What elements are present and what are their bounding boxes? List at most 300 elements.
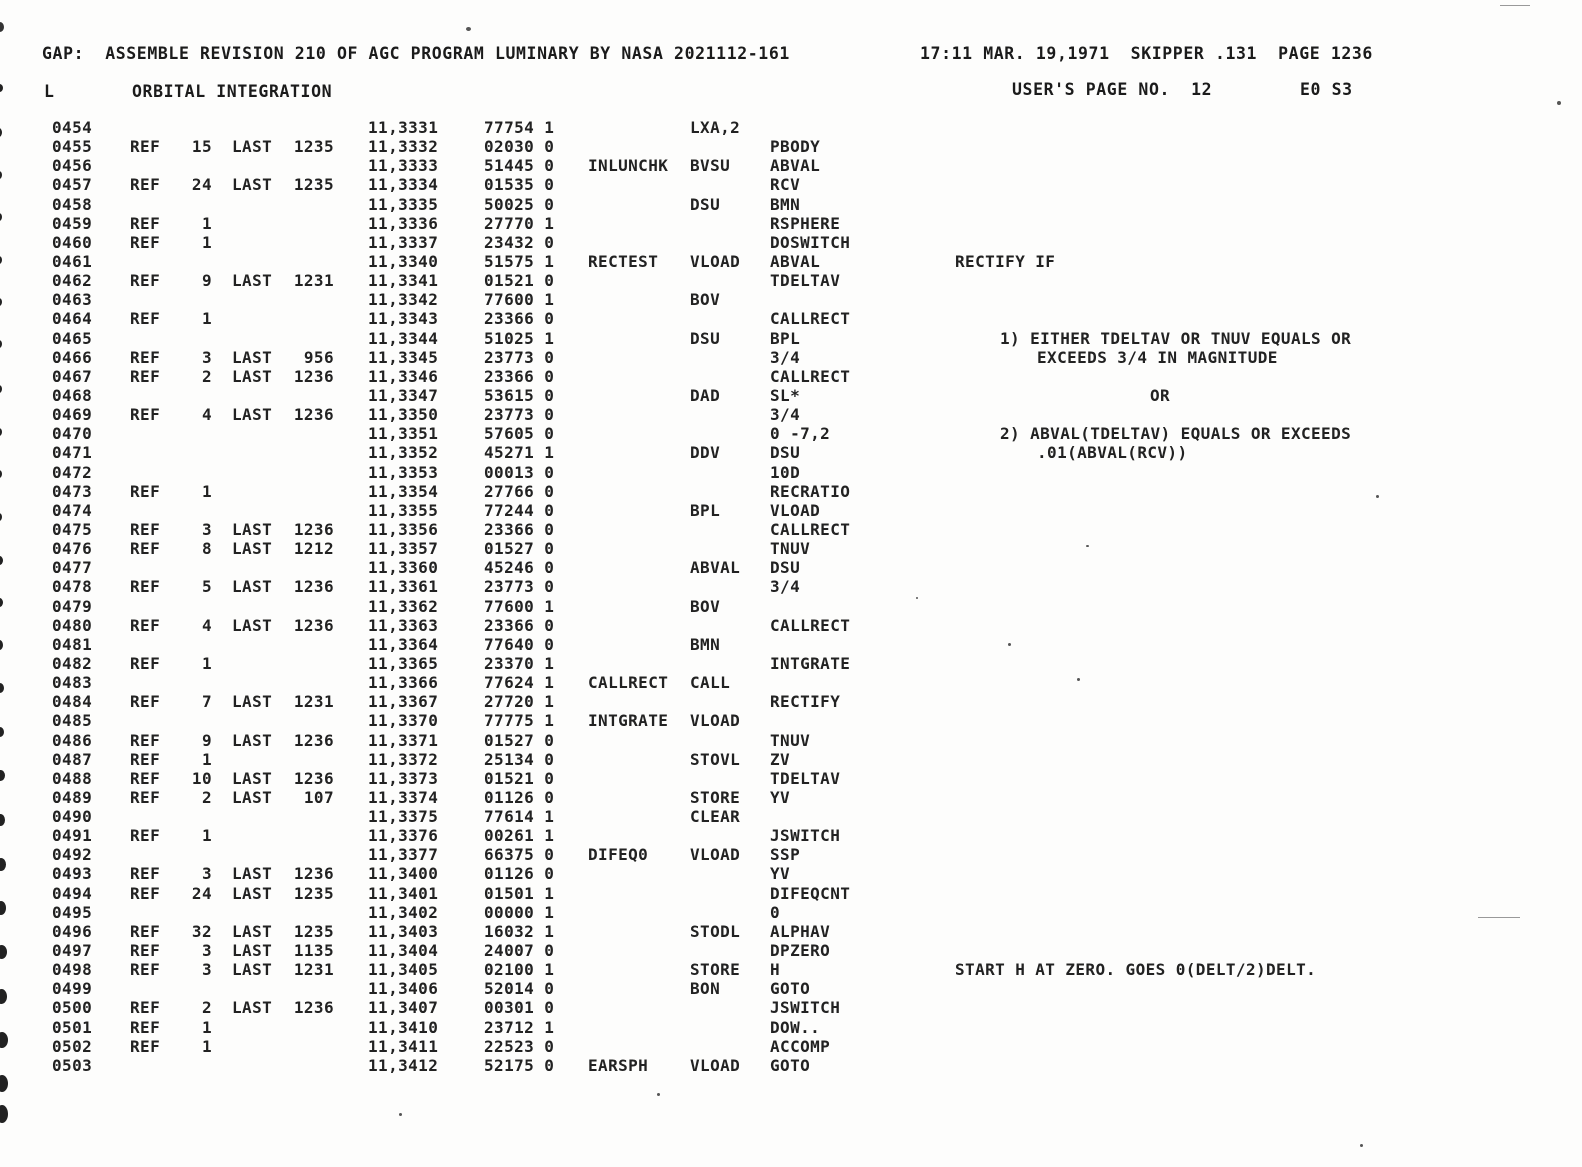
octal-code: 01126 0 bbox=[484, 864, 555, 884]
last-keyword: LAST bbox=[232, 768, 273, 788]
operand: 0 -7,2 bbox=[770, 424, 831, 444]
memory-address: 11,3402 bbox=[368, 902, 439, 922]
octal-code: 01521 0 bbox=[484, 271, 555, 291]
listing-row bbox=[0, 731, 1582, 750]
line-comment: EXCEEDS 3/4 IN MAGNITUDE bbox=[1037, 347, 1278, 367]
octal-code: 01527 0 bbox=[484, 730, 555, 750]
last-page: 1236 bbox=[293, 577, 334, 597]
memory-address: 11,3356 bbox=[368, 519, 439, 539]
ref-count: 1 bbox=[201, 481, 212, 501]
opcode: STORE bbox=[690, 787, 741, 807]
listing-row bbox=[0, 711, 1582, 730]
operand: RSPHERE bbox=[770, 213, 841, 233]
line-number: 0483 bbox=[52, 673, 93, 693]
octal-code: 23366 0 bbox=[484, 366, 555, 386]
listing-row bbox=[0, 807, 1582, 826]
octal-code: 23370 1 bbox=[484, 653, 555, 673]
opcode: BOV bbox=[690, 596, 721, 616]
octal-code: 00301 0 bbox=[484, 998, 555, 1018]
operand: 0 bbox=[770, 902, 781, 922]
operand: 3/4 bbox=[770, 405, 801, 425]
listing-row bbox=[0, 271, 1582, 290]
listing-row bbox=[0, 137, 1582, 156]
memory-address: 11,3412 bbox=[368, 1055, 439, 1075]
opcode: CLEAR bbox=[690, 807, 741, 827]
operand: ABVAL bbox=[770, 156, 821, 176]
listing-row bbox=[0, 692, 1582, 711]
operand: DOSWITCH bbox=[770, 232, 851, 252]
operand: VLOAD bbox=[770, 500, 821, 520]
ref-keyword: REF bbox=[130, 692, 161, 712]
line-number: 0461 bbox=[52, 251, 93, 271]
operand: CALLRECT bbox=[770, 519, 851, 539]
listing-row bbox=[0, 864, 1582, 883]
symbol-label: RECTEST bbox=[588, 251, 659, 271]
last-keyword: LAST bbox=[232, 730, 273, 750]
last-page: 1235 bbox=[293, 883, 334, 903]
octal-code: 25134 0 bbox=[484, 749, 555, 769]
line-number: 0462 bbox=[52, 271, 93, 291]
line-number: 0464 bbox=[52, 309, 93, 329]
last-page: 1236 bbox=[293, 366, 334, 386]
last-page: 1236 bbox=[293, 768, 334, 788]
ref-count: 1 bbox=[201, 826, 212, 846]
octal-code: 23773 0 bbox=[484, 577, 555, 597]
line-number: 0454 bbox=[52, 118, 93, 137]
memory-address: 11,3405 bbox=[368, 960, 439, 980]
ref-keyword: REF bbox=[130, 941, 161, 961]
listing-row bbox=[0, 903, 1582, 922]
ref-count: 9 bbox=[201, 271, 212, 291]
listing-row bbox=[0, 501, 1582, 520]
ref-count: 9 bbox=[201, 730, 212, 750]
last-page: 107 bbox=[303, 787, 334, 807]
last-page: 1236 bbox=[293, 519, 334, 539]
last-page: 1231 bbox=[293, 960, 334, 980]
last-page: 1212 bbox=[293, 539, 334, 559]
listing-row bbox=[0, 463, 1582, 482]
line-number: 0466 bbox=[52, 347, 93, 367]
line-comment: OR bbox=[1150, 385, 1171, 405]
last-page: 1235 bbox=[293, 921, 334, 941]
last-page: 1236 bbox=[293, 730, 334, 750]
listing-row bbox=[0, 118, 1582, 137]
listing-row bbox=[0, 520, 1582, 539]
operand: DSU bbox=[770, 558, 801, 578]
listing-row bbox=[0, 769, 1582, 788]
memory-address: 11,3377 bbox=[368, 845, 439, 865]
operand: SSP bbox=[770, 845, 801, 865]
memory-address: 11,3364 bbox=[368, 634, 439, 654]
memory-address: 11,3404 bbox=[368, 941, 439, 961]
opcode: DSU bbox=[690, 194, 721, 214]
last-keyword: LAST bbox=[232, 692, 273, 712]
memory-address: 11,3367 bbox=[368, 692, 439, 712]
octal-code: 24007 0 bbox=[484, 941, 555, 961]
opcode: DAD bbox=[690, 385, 721, 405]
ref-count: 3 bbox=[201, 347, 212, 367]
octal-code: 23366 0 bbox=[484, 309, 555, 329]
octal-code: 27720 1 bbox=[484, 692, 555, 712]
octal-code: 02100 1 bbox=[484, 960, 555, 980]
opcode: BON bbox=[690, 979, 721, 999]
listing-row bbox=[0, 214, 1582, 233]
operand: TNUV bbox=[770, 730, 811, 750]
listing-row bbox=[0, 424, 1582, 443]
octal-code: 77600 1 bbox=[484, 596, 555, 616]
octal-code: 02030 0 bbox=[484, 137, 555, 157]
operand: CALLRECT bbox=[770, 366, 851, 386]
ref-keyword: REF bbox=[130, 1017, 161, 1037]
octal-code: 01521 0 bbox=[484, 768, 555, 788]
octal-code: 23773 0 bbox=[484, 405, 555, 425]
ref-count: 3 bbox=[201, 960, 212, 980]
line-comment: START H AT ZERO. GOES 0(DELT/2)DELT. bbox=[955, 960, 1317, 980]
ref-count: 1 bbox=[201, 653, 212, 673]
memory-address: 11,3373 bbox=[368, 768, 439, 788]
listing-row bbox=[0, 998, 1582, 1017]
last-keyword: LAST bbox=[232, 960, 273, 980]
line-number: 0467 bbox=[52, 366, 93, 386]
octal-code: 01535 0 bbox=[484, 175, 555, 195]
listing-row bbox=[0, 175, 1582, 194]
ref-count: 15 bbox=[191, 137, 212, 157]
memory-address: 11,3371 bbox=[368, 730, 439, 750]
line-number: 0463 bbox=[52, 290, 93, 310]
listing-row bbox=[0, 156, 1582, 175]
operand: PBODY bbox=[770, 137, 821, 157]
line-number: 0458 bbox=[52, 194, 93, 214]
operand: INTGRATE bbox=[770, 653, 851, 673]
opcode: VLOAD bbox=[690, 1055, 741, 1075]
memory-address: 11,3342 bbox=[368, 290, 439, 310]
opcode: DSU bbox=[690, 328, 721, 348]
last-keyword: LAST bbox=[232, 577, 273, 597]
octal-code: 52175 0 bbox=[484, 1055, 555, 1075]
memory-address: 11,3337 bbox=[368, 232, 439, 252]
octal-code: 77624 1 bbox=[484, 673, 555, 693]
ref-count: 32 bbox=[191, 921, 212, 941]
last-keyword: LAST bbox=[232, 271, 273, 291]
ref-keyword: REF bbox=[130, 615, 161, 635]
listing-row bbox=[0, 845, 1582, 864]
memory-address: 11,3372 bbox=[368, 749, 439, 769]
ref-count: 1 bbox=[201, 1017, 212, 1037]
last-page: 1236 bbox=[293, 405, 334, 425]
ref-count: 24 bbox=[191, 883, 212, 903]
octal-code: 23432 0 bbox=[484, 232, 555, 252]
memory-address: 11,3406 bbox=[368, 979, 439, 999]
opcode: STOVL bbox=[690, 749, 741, 769]
memory-address: 11,3366 bbox=[368, 673, 439, 693]
ref-keyword: REF bbox=[130, 232, 161, 252]
line-comment: RECTIFY IF bbox=[955, 251, 1056, 271]
symbol-label: CALLRECT bbox=[588, 673, 669, 693]
last-keyword: LAST bbox=[232, 615, 273, 635]
listing-row bbox=[0, 960, 1582, 979]
ref-count: 3 bbox=[201, 519, 212, 539]
listing-row bbox=[0, 1056, 1582, 1075]
ref-count: 2 bbox=[201, 787, 212, 807]
ref-count: 8 bbox=[201, 539, 212, 559]
line-number: 0497 bbox=[52, 941, 93, 961]
line-number: 0477 bbox=[52, 558, 93, 578]
line-number: 0487 bbox=[52, 749, 93, 769]
ref-keyword: REF bbox=[130, 864, 161, 884]
memory-address: 11,3341 bbox=[368, 271, 439, 291]
last-keyword: LAST bbox=[232, 175, 273, 195]
listing-row bbox=[0, 788, 1582, 807]
memory-address: 11,3340 bbox=[368, 251, 439, 271]
octal-code: 22523 0 bbox=[484, 1036, 555, 1056]
line-number: 0480 bbox=[52, 615, 93, 635]
ref-keyword: REF bbox=[130, 175, 161, 195]
listing-row bbox=[0, 673, 1582, 692]
line-number: 0482 bbox=[52, 653, 93, 673]
listing-row bbox=[0, 826, 1582, 845]
line-number: 0455 bbox=[52, 137, 93, 157]
line-number: 0469 bbox=[52, 405, 93, 425]
ref-keyword: REF bbox=[130, 730, 161, 750]
octal-code: 23773 0 bbox=[484, 347, 555, 367]
ref-count: 1 bbox=[201, 1036, 212, 1056]
ref-keyword: REF bbox=[130, 1036, 161, 1056]
operand: YV bbox=[770, 787, 791, 807]
listing-row bbox=[0, 252, 1582, 271]
opcode: LXA,2 bbox=[690, 118, 741, 137]
memory-address: 11,3403 bbox=[368, 921, 439, 941]
ref-keyword: REF bbox=[130, 653, 161, 673]
ref-count: 2 bbox=[201, 366, 212, 386]
listing-row bbox=[0, 482, 1582, 501]
operand: GOTO bbox=[770, 979, 811, 999]
memory-address: 11,3375 bbox=[368, 807, 439, 827]
last-keyword: LAST bbox=[232, 347, 273, 367]
listing-row bbox=[0, 922, 1582, 941]
listing-row bbox=[0, 443, 1582, 462]
line-number: 0471 bbox=[52, 443, 93, 463]
operand: GOTO bbox=[770, 1055, 811, 1075]
memory-address: 11,3333 bbox=[368, 156, 439, 176]
octal-code: 77614 1 bbox=[484, 807, 555, 827]
operand: ALPHAV bbox=[770, 921, 831, 941]
line-comment: .01(ABVAL(RCV)) bbox=[1037, 443, 1188, 463]
operand: DIFEQCNT bbox=[770, 883, 851, 903]
last-keyword: LAST bbox=[232, 137, 273, 157]
line-letter: L bbox=[44, 82, 55, 101]
opcode: VLOAD bbox=[690, 711, 741, 731]
octal-code: 23366 0 bbox=[484, 615, 555, 635]
page-header-left: GAP: ASSEMBLE REVISION 210 OF AGC PROGRAM LUMINARY BY NASA 2021112-161 bbox=[42, 44, 790, 63]
last-page: 1236 bbox=[293, 864, 334, 884]
line-number: 0473 bbox=[52, 481, 93, 501]
memory-address: 11,3361 bbox=[368, 577, 439, 597]
ref-keyword: REF bbox=[130, 405, 161, 425]
operand: JSWITCH bbox=[770, 998, 841, 1018]
octal-code: 77754 1 bbox=[484, 118, 555, 137]
ref-count: 4 bbox=[201, 405, 212, 425]
line-number: 0484 bbox=[52, 692, 93, 712]
memory-address: 11,3350 bbox=[368, 405, 439, 425]
memory-address: 11,3345 bbox=[368, 347, 439, 367]
symbol-label: EARSPH bbox=[588, 1055, 649, 1075]
line-number: 0465 bbox=[52, 328, 93, 348]
last-keyword: LAST bbox=[232, 941, 273, 961]
ref-keyword: REF bbox=[130, 366, 161, 386]
operand: 3/4 bbox=[770, 347, 801, 367]
operand: TNUV bbox=[770, 539, 811, 559]
memory-address: 11,3357 bbox=[368, 539, 439, 559]
opcode: BVSU bbox=[690, 156, 731, 176]
octal-code: 23366 0 bbox=[484, 519, 555, 539]
opcode: DDV bbox=[690, 443, 721, 463]
last-keyword: LAST bbox=[232, 405, 273, 425]
operand: JSWITCH bbox=[770, 826, 841, 846]
octal-code: 01126 0 bbox=[484, 787, 555, 807]
ref-keyword: REF bbox=[130, 921, 161, 941]
memory-address: 11,3343 bbox=[368, 309, 439, 329]
last-page: 1236 bbox=[293, 998, 334, 1018]
ref-keyword: REF bbox=[130, 137, 161, 157]
memory-address: 11,3352 bbox=[368, 443, 439, 463]
memory-address: 11,3407 bbox=[368, 998, 439, 1018]
memory-address: 11,3331 bbox=[368, 118, 439, 137]
listing-row bbox=[0, 597, 1582, 616]
octal-code: 51575 1 bbox=[484, 251, 555, 271]
listing-row bbox=[0, 1037, 1582, 1056]
memory-address: 11,3334 bbox=[368, 175, 439, 195]
operand: SL* bbox=[770, 385, 801, 405]
line-number: 0494 bbox=[52, 883, 93, 903]
ref-keyword: REF bbox=[130, 768, 161, 788]
last-keyword: LAST bbox=[232, 539, 273, 559]
users-page-number: USER'S PAGE NO. 12 bbox=[1012, 80, 1213, 99]
last-keyword: LAST bbox=[232, 366, 273, 386]
line-number: 0479 bbox=[52, 596, 93, 616]
listing-row bbox=[0, 979, 1582, 998]
memory-address: 11,3363 bbox=[368, 615, 439, 635]
octal-code: 27766 0 bbox=[484, 481, 555, 501]
operand: TDELTAV bbox=[770, 271, 841, 291]
symbol-label: INLUNCHK bbox=[588, 156, 669, 176]
opcode: BMN bbox=[690, 634, 721, 654]
operand: ACCOMP bbox=[770, 1036, 831, 1056]
octal-code: 51445 0 bbox=[484, 156, 555, 176]
listing-row bbox=[0, 558, 1582, 577]
opcode: VLOAD bbox=[690, 251, 741, 271]
memory-address: 11,3354 bbox=[368, 481, 439, 501]
ref-keyword: REF bbox=[130, 998, 161, 1018]
ref-keyword: REF bbox=[130, 577, 161, 597]
listing-row bbox=[0, 367, 1582, 386]
line-number: 0493 bbox=[52, 864, 93, 884]
ref-keyword: REF bbox=[130, 826, 161, 846]
ref-keyword: REF bbox=[130, 309, 161, 329]
ref-count: 1 bbox=[201, 309, 212, 329]
octal-code: 01527 0 bbox=[484, 539, 555, 559]
ref-count: 1 bbox=[201, 232, 212, 252]
operand: YV bbox=[770, 864, 791, 884]
line-number: 0475 bbox=[52, 519, 93, 539]
line-number: 0478 bbox=[52, 577, 93, 597]
symbol-label: INTGRATE bbox=[588, 711, 669, 731]
line-number: 0472 bbox=[52, 462, 93, 482]
listing-row bbox=[0, 195, 1582, 214]
opcode: ABVAL bbox=[690, 558, 741, 578]
operand: DSU bbox=[770, 443, 801, 463]
memory-address: 11,3374 bbox=[368, 787, 439, 807]
last-keyword: LAST bbox=[232, 864, 273, 884]
line-number: 0485 bbox=[52, 711, 93, 731]
octal-code: 27770 1 bbox=[484, 213, 555, 233]
octal-code: 23712 1 bbox=[484, 1017, 555, 1037]
operand: CALLRECT bbox=[770, 309, 851, 329]
listing-row bbox=[0, 329, 1582, 348]
ref-keyword: REF bbox=[130, 787, 161, 807]
line-number: 0503 bbox=[52, 1055, 93, 1075]
listing-row bbox=[0, 233, 1582, 252]
memory-address: 11,3346 bbox=[368, 366, 439, 386]
last-page: 1231 bbox=[293, 692, 334, 712]
octal-code: 77600 1 bbox=[484, 290, 555, 310]
line-number: 0501 bbox=[52, 1017, 93, 1037]
ref-count: 10 bbox=[191, 768, 212, 788]
ref-count: 4 bbox=[201, 615, 212, 635]
line-number: 0490 bbox=[52, 807, 93, 827]
last-page: 1235 bbox=[293, 137, 334, 157]
octal-code: 77775 1 bbox=[484, 711, 555, 731]
operand: CALLRECT bbox=[770, 615, 851, 635]
listing-row bbox=[0, 290, 1582, 309]
line-comment: 2) ABVAL(TDELTAV) EQUALS OR EXCEEDS bbox=[1000, 424, 1352, 444]
line-number: 0495 bbox=[52, 902, 93, 922]
octal-code: 01501 1 bbox=[484, 883, 555, 903]
ref-count: 3 bbox=[201, 864, 212, 884]
ref-count: 24 bbox=[191, 175, 212, 195]
octal-code: 66375 0 bbox=[484, 845, 555, 865]
ref-keyword: REF bbox=[130, 960, 161, 980]
octal-code: 51025 1 bbox=[484, 328, 555, 348]
last-keyword: LAST bbox=[232, 787, 273, 807]
line-number: 0459 bbox=[52, 213, 93, 233]
line-number: 0488 bbox=[52, 768, 93, 788]
listing-row bbox=[0, 635, 1582, 654]
memory-address: 11,3336 bbox=[368, 213, 439, 233]
ref-keyword: REF bbox=[130, 519, 161, 539]
memory-address: 11,3344 bbox=[368, 328, 439, 348]
memory-address: 11,3410 bbox=[368, 1017, 439, 1037]
operand: 10D bbox=[770, 462, 801, 482]
operand: DOW.. bbox=[770, 1017, 821, 1037]
line-number: 0468 bbox=[52, 385, 93, 405]
last-page: 1231 bbox=[293, 271, 334, 291]
listing-row bbox=[0, 941, 1582, 960]
octal-code: 77244 0 bbox=[484, 500, 555, 520]
ref-count: 5 bbox=[201, 577, 212, 597]
listing-row bbox=[0, 405, 1582, 424]
memory-address: 11,3332 bbox=[368, 137, 439, 157]
operand: ZV bbox=[770, 749, 791, 769]
operand: DPZERO bbox=[770, 941, 831, 961]
ref-keyword: REF bbox=[130, 481, 161, 501]
memory-address: 11,3376 bbox=[368, 826, 439, 846]
operand: RCV bbox=[770, 175, 801, 195]
listing-row bbox=[0, 539, 1582, 558]
last-page: 956 bbox=[303, 347, 334, 367]
section-title: ORBITAL INTEGRATION bbox=[132, 82, 333, 101]
last-keyword: LAST bbox=[232, 998, 273, 1018]
memory-address: 11,3360 bbox=[368, 558, 439, 578]
